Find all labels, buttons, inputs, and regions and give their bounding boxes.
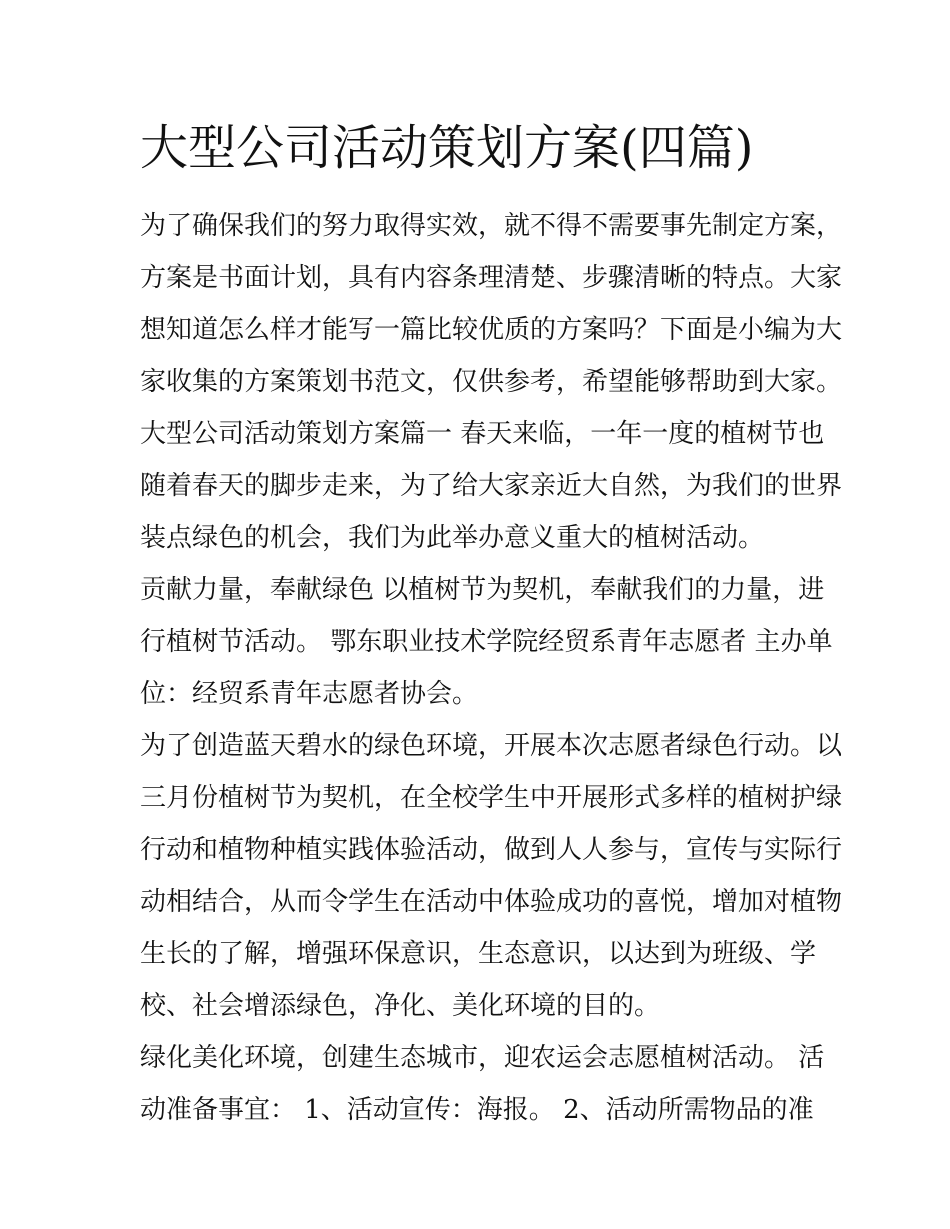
text-line: 装点绿色的机会，我们为此举办意义重大的植树活动。 bbox=[140, 523, 765, 553]
paragraph-intro bbox=[140, 200, 843, 408]
text-line: 绿化美化环境，创建生态城市，迎农运会志愿植树活动。 活 bbox=[140, 1043, 825, 1073]
document-body bbox=[140, 200, 843, 1136]
text-line: 动准备事宜： 1、活动宣传：海报。 2、活动所需物品的准 bbox=[140, 1095, 814, 1125]
paragraph-chapter-one bbox=[140, 408, 843, 564]
page-title: 大型公司活动策划方案(四篇) bbox=[140, 120, 754, 176]
text-line: 方案是书面计划，具有内容条理清楚、步骤清晰的特点。大家 bbox=[140, 263, 843, 293]
text-line: 想知道怎么样才能写一篇比较优质的方案吗？下面是小编为大 bbox=[140, 315, 843, 345]
text-line: 随着春天的脚步走来，为了给大家亲近大自然，为我们的世界 bbox=[140, 471, 843, 501]
text-line: 校、社会增添绿色，净化、美化环境的目的。 bbox=[140, 991, 661, 1021]
text-line: 动相结合，从而令学生在活动中体验成功的喜悦，增加对植物 bbox=[140, 887, 843, 917]
text-line: 贡献力量，奉献绿色 以植树节为契机，奉献我们的力量，进 bbox=[140, 575, 825, 605]
text-line: 行动和植物种植实践体验活动，做到人人参与，宣传与实际行 bbox=[140, 835, 843, 865]
text-line: 为了确保我们的努力取得实效，就不得不需要事先制定方案， bbox=[140, 211, 843, 241]
text-line: 为了创造蓝天碧水的绿色环境，开展本次志愿者绿色行动。以 bbox=[140, 731, 843, 761]
text-line: 位：经贸系青年志愿者协会。 bbox=[140, 679, 479, 709]
paragraph-theme-organizer bbox=[140, 564, 833, 720]
paragraph-purpose bbox=[140, 720, 843, 1032]
paragraph-preparation bbox=[140, 1032, 830, 1136]
text-line: 大型公司活动策划方案篇一 春天来临，一年一度的植树节也 bbox=[140, 419, 825, 449]
text-line: 生长的了解，增强环保意识，生态意识，以达到为班级、学 bbox=[140, 939, 817, 969]
text-line: 三月份植树节为契机，在全校学生中开展形式多样的植树护绿 bbox=[140, 783, 843, 813]
text-line: 家收集的方案策划书范文，仅供参考，希望能够帮助到大家。 bbox=[140, 367, 843, 397]
text-line: 行植树节活动。 鄂东职业技术学院经贸系青年志愿者 主办单 bbox=[140, 627, 833, 657]
